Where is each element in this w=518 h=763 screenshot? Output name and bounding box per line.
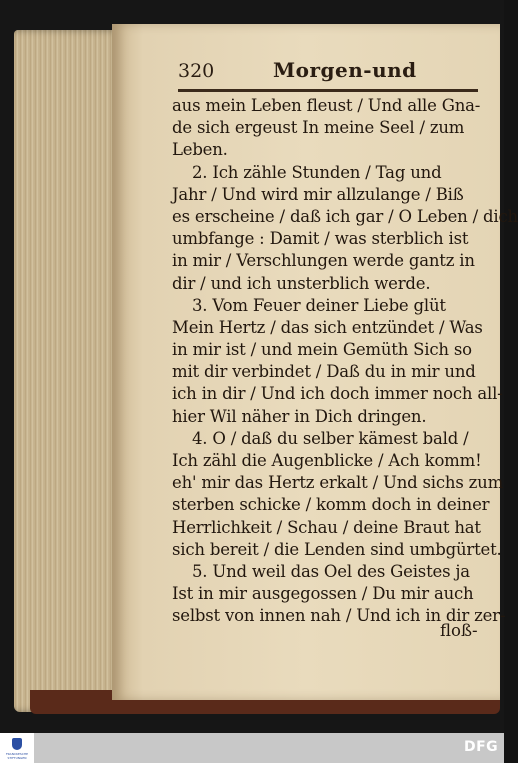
stanza-start-line: 2. Ich zähle Stunden / Tag und (192, 162, 442, 182)
text-line: Jahr / Und wird mir allzulange / Biß (172, 184, 464, 204)
text-line: eh' mir das Hertz erkalt / Und sichs zum (172, 473, 504, 493)
text-line: sterben schicke / komm doch in deiner (172, 495, 490, 515)
text-line: sich bereit / die Lenden sind umbgürtet. (172, 539, 502, 559)
crest-icon (12, 738, 22, 750)
library-logo-text: FRANCKESCHE STIFTUNGEN (5, 752, 29, 760)
text-line: umbfange : Damit / was sterblich ist (172, 229, 469, 249)
text-line: Herrlichkeit / Schau / deine Braut hat (172, 517, 481, 537)
viewer-footer-bar (0, 733, 504, 763)
header-rule (178, 89, 478, 92)
book-page-edges (14, 30, 124, 712)
text-line: in mir / Verschlungen werde gantz in (172, 251, 475, 271)
text-line: es erscheine / daß ich gar / O Leben / dich (172, 206, 518, 226)
text-line: Mein Hertz / das sich entzündet / Was (172, 317, 483, 337)
page-number: 320 (178, 60, 215, 82)
catchword: floß- (440, 621, 478, 640)
text-line: Leben. (172, 140, 228, 160)
page-header (178, 58, 478, 88)
text-line: ich in dir / Und ich doch immer noch all- (172, 384, 503, 404)
library-logo[interactable] (0, 733, 34, 763)
text-line: de sich ergeust In meine Seel / zum (172, 118, 465, 138)
text-line: aus mein Leben fleust / Und alle Gna- (172, 96, 481, 115)
text-line: Ist in mir ausgegossen / Du mir auch (172, 584, 474, 604)
text-line: Ich zähl die Augenblicke / Ach komm! (172, 451, 482, 470)
stanza-start-line: 4. O / daß du selber kämest bald / (192, 428, 469, 448)
text-line: in mir ist / und mein Gemüth Sich so (172, 340, 472, 360)
text-line: dir / und ich unsterblich werde. (172, 273, 431, 293)
dfg-logo[interactable]: DFG (464, 739, 499, 755)
text-line: hier Wil näher in Dich dringen. (172, 406, 427, 426)
text-line: selbst von innen nah / Und ich in dir zer- (172, 606, 506, 626)
text-line: mit dir verbindet / Daß du in mir und (172, 362, 476, 382)
body-text (172, 95, 518, 628)
running-head: Morgen-und (273, 58, 417, 82)
stanza-start-line: 3. Vom Feuer deiner Liebe glüt (192, 295, 446, 315)
stanza-start-line: 5. Und weil das Oel des Geistes ja (192, 561, 470, 581)
